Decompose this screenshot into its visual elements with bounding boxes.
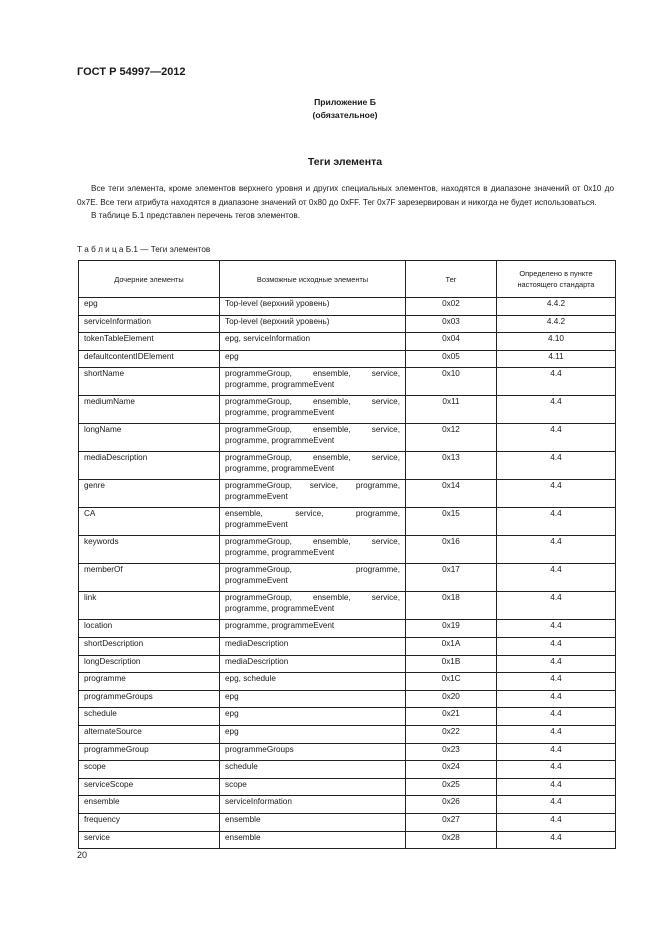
table-row xyxy=(79,796,616,814)
tag-cell: 0x18 xyxy=(406,592,497,620)
tag-cell: 0x02 xyxy=(406,298,497,316)
parent-elements-cell: programmeGroup, ensemble, service, programme, programmeEvent xyxy=(220,368,406,396)
parent-elements-cell: Top-level (верхний уровень) xyxy=(220,298,406,316)
tag-cell: 0x03 xyxy=(406,315,497,333)
tag-cell: 0x25 xyxy=(406,778,497,796)
child-element-cell: programmeGroups xyxy=(79,690,220,708)
table-row xyxy=(79,673,616,691)
table-row xyxy=(79,743,616,761)
parent-elements-cell: epg, serviceInformation xyxy=(220,333,406,351)
parent-elements-cell: programmeGroup, ensemble, service, programme, programmeEvent xyxy=(220,452,406,480)
table-header-row xyxy=(79,261,616,298)
tag-cell: 0x19 xyxy=(406,620,497,638)
clause-cell: 4.4 xyxy=(497,592,616,620)
child-element-cell: programmeGroup xyxy=(79,743,220,761)
tag-cell: 0x26 xyxy=(406,796,497,814)
child-element-cell: CA xyxy=(79,508,220,536)
clause-cell: 4.4 xyxy=(497,655,616,673)
parent-elements-cell: serviceInformation xyxy=(220,796,406,814)
tag-cell: 0x16 xyxy=(406,536,497,564)
child-element-cell: serviceInformation xyxy=(79,315,220,333)
page-number: 20 xyxy=(77,850,88,860)
table-row xyxy=(79,725,616,743)
clause-cell: 4.4 xyxy=(497,761,616,779)
child-element-cell: longName xyxy=(79,424,220,452)
table-row xyxy=(79,813,616,831)
parent-elements-cell: epg xyxy=(220,725,406,743)
tag-cell: 0x24 xyxy=(406,761,497,779)
parent-elements-cell: programme, programmeEvent xyxy=(220,620,406,638)
parent-elements-cell: programmeGroups xyxy=(220,743,406,761)
child-element-cell: mediaDescription xyxy=(79,452,220,480)
clause-cell: 4.4 xyxy=(497,831,616,849)
tag-cell: 0x23 xyxy=(406,743,497,761)
table-row xyxy=(79,315,616,333)
table-body xyxy=(79,298,616,849)
clause-cell: 4.4 xyxy=(497,396,616,424)
child-element-cell: longDescription xyxy=(79,655,220,673)
child-element-cell: service xyxy=(79,831,220,849)
table-row xyxy=(79,536,616,564)
parent-elements-cell: programmeGroup, ensemble, service, programme, programmeEvent xyxy=(220,396,406,424)
child-element-cell: serviceScope xyxy=(79,778,220,796)
clause-cell: 4.4 xyxy=(497,536,616,564)
tag-cell: 0x1B xyxy=(406,655,497,673)
tag-cell: 0x1A xyxy=(406,637,497,655)
clause-cell: 4.4 xyxy=(497,452,616,480)
clause-cell: 4.4.2 xyxy=(497,315,616,333)
table-row xyxy=(79,761,616,779)
child-element-cell: memberOf xyxy=(79,564,220,592)
clause-cell: 4.10 xyxy=(497,333,616,351)
table-row xyxy=(79,778,616,796)
clause-cell: 4.4 xyxy=(497,708,616,726)
child-element-cell: scope xyxy=(79,761,220,779)
tag-cell: 0x11 xyxy=(406,396,497,424)
clause-cell: 4.4 xyxy=(497,564,616,592)
document-id: ГОСТ Р 54997—2012 xyxy=(77,66,186,78)
clause-cell: 4.4 xyxy=(497,725,616,743)
parent-elements-cell: programmeGroup, ensemble, service, programme, programmeEvent xyxy=(220,536,406,564)
child-element-cell: shortName xyxy=(79,368,220,396)
table-row xyxy=(79,298,616,316)
child-element-cell: alternateSource xyxy=(79,725,220,743)
tag-cell: 0x28 xyxy=(406,831,497,849)
parent-elements-cell: Top-level (верхний уровень) xyxy=(220,315,406,333)
parent-elements-cell: mediaDescription xyxy=(220,655,406,673)
child-element-cell: mediumName xyxy=(79,396,220,424)
parent-elements-cell: epg xyxy=(220,708,406,726)
tag-cell: 0x12 xyxy=(406,424,497,452)
tag-cell: 0x05 xyxy=(406,350,497,368)
parent-elements-cell: mediaDescription xyxy=(220,637,406,655)
clause-cell: 4.4 xyxy=(497,480,616,508)
paragraph: В таблице Б.1 представлен перечень тегов элементов. xyxy=(91,211,301,220)
appendix-title: Приложение Б xyxy=(314,97,376,107)
table-row xyxy=(79,655,616,673)
child-element-cell: location xyxy=(79,620,220,638)
parent-elements-cell: ensemble, service, programme, programmeEvent xyxy=(220,508,406,536)
parent-elements-cell: programmeGroup, programme, programmeEvent xyxy=(220,564,406,592)
table-caption: Т а б л и ц а Б.1 — Теги элементов xyxy=(77,245,211,254)
child-element-cell: epg xyxy=(79,298,220,316)
paragraph: Все теги элемента, кроме элементов верхнего уровня и других специальных элементов, находятся в диапазоне значений от 0x10 до 0x7E. Все теги атрибута находятся в диапазоне значений от 0x80 до 0xFF. Тег 0x7F зарезервирован и никогда не будет использоваться. xyxy=(77,184,614,207)
element-tags-table xyxy=(78,260,616,849)
tag-cell: 0x10 xyxy=(406,368,497,396)
clause-cell: 4.4 xyxy=(497,508,616,536)
table-row xyxy=(79,452,616,480)
section-title: Теги элемента xyxy=(307,156,383,168)
parent-elements-cell: schedule xyxy=(220,761,406,779)
table-row xyxy=(79,564,616,592)
child-element-cell: keywords xyxy=(79,536,220,564)
tag-cell: 0x15 xyxy=(406,508,497,536)
clause-cell: 4.4 xyxy=(497,637,616,655)
table-row xyxy=(79,396,616,424)
table-row xyxy=(79,368,616,396)
clause-cell: 4.4 xyxy=(497,620,616,638)
parent-elements-cell: ensemble xyxy=(220,813,406,831)
table-row xyxy=(79,637,616,655)
clause-cell: 4.4 xyxy=(497,673,616,691)
appendix-status: (обязательное) xyxy=(312,110,378,120)
clause-cell: 4.4.2 xyxy=(497,298,616,316)
parent-elements-cell: programmeGroup, service, programme, programmeEvent xyxy=(220,480,406,508)
tag-cell: 0x14 xyxy=(406,480,497,508)
child-element-cell: frequency xyxy=(79,813,220,831)
tag-cell: 0x13 xyxy=(406,452,497,480)
child-element-cell: programme xyxy=(79,673,220,691)
tag-cell: 0x27 xyxy=(406,813,497,831)
column-header: Тег xyxy=(406,261,497,298)
child-element-cell: schedule xyxy=(79,708,220,726)
child-element-cell: defaultcontentIDElement xyxy=(79,350,220,368)
table-row xyxy=(79,480,616,508)
tag-cell: 0x20 xyxy=(406,690,497,708)
tag-cell: 0x1C xyxy=(406,673,497,691)
parent-elements-cell: scope xyxy=(220,778,406,796)
table-row xyxy=(79,831,616,849)
parent-elements-cell: epg xyxy=(220,350,406,368)
intro-text xyxy=(77,182,614,223)
clause-cell: 4.4 xyxy=(497,368,616,396)
table-row xyxy=(79,424,616,452)
column-header: Определено в пункте настоящего стандарта xyxy=(497,261,616,298)
parent-elements-cell: programmeGroup, ensemble, service, programme, programmeEvent xyxy=(220,424,406,452)
clause-cell: 4.4 xyxy=(497,690,616,708)
child-element-cell: link xyxy=(79,592,220,620)
column-header: Дочерние элементы xyxy=(79,261,220,298)
child-element-cell: shortDescription xyxy=(79,637,220,655)
tag-cell: 0x22 xyxy=(406,725,497,743)
table-row xyxy=(79,690,616,708)
clause-cell: 4.4 xyxy=(497,796,616,814)
tag-cell: 0x04 xyxy=(406,333,497,351)
clause-cell: 4.4 xyxy=(497,813,616,831)
child-element-cell: ensemble xyxy=(79,796,220,814)
column-header: Возможные исходные элементы xyxy=(220,261,406,298)
table-row xyxy=(79,333,616,351)
table-row xyxy=(79,620,616,638)
clause-cell: 4.4 xyxy=(497,743,616,761)
table-row xyxy=(79,350,616,368)
parent-elements-cell: epg xyxy=(220,690,406,708)
child-element-cell: tokenTableElement xyxy=(79,333,220,351)
clause-cell: 4.11 xyxy=(497,350,616,368)
table-row xyxy=(79,508,616,536)
tag-cell: 0x21 xyxy=(406,708,497,726)
tag-cell: 0x17 xyxy=(406,564,497,592)
table-row xyxy=(79,708,616,726)
clause-cell: 4.4 xyxy=(497,778,616,796)
child-element-cell: genre xyxy=(79,480,220,508)
parent-elements-cell: ensemble xyxy=(220,831,406,849)
clause-cell: 4.4 xyxy=(497,424,616,452)
parent-elements-cell: epg, schedule xyxy=(220,673,406,691)
parent-elements-cell: programmeGroup, ensemble, service, programme, programmeEvent xyxy=(220,592,406,620)
table-row xyxy=(79,592,616,620)
